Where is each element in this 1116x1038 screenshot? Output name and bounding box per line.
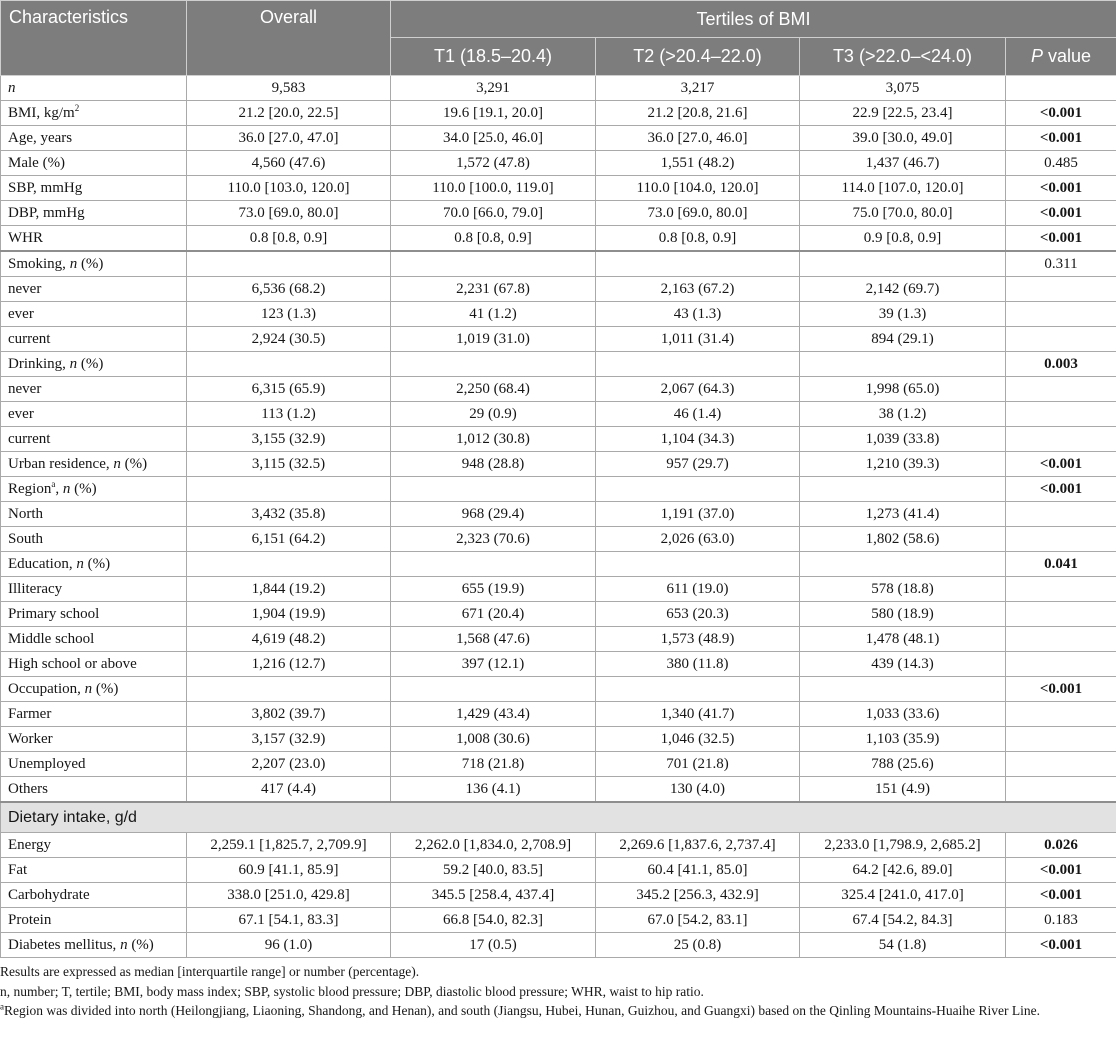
t2-value: 653 (20.3) [596, 602, 800, 627]
t1-value: 110.0 [100.0, 119.0] [391, 176, 596, 201]
p-value [1006, 652, 1116, 677]
header-p-rest: value [1043, 46, 1092, 66]
t1-value: 17 (0.5) [391, 933, 596, 958]
characteristic-label: South [1, 527, 187, 552]
t2-value: 1,551 (48.2) [596, 151, 800, 176]
t2-value: 2,269.6 [1,837.6, 2,737.4] [596, 833, 800, 858]
header-characteristics: Characteristics [1, 1, 187, 76]
t1-value: 671 (20.4) [391, 602, 596, 627]
p-value [1006, 76, 1116, 101]
overall-value: 36.0 [27.0, 47.0] [187, 126, 391, 151]
p-value: <0.001 [1006, 883, 1116, 908]
characteristic-label: DBP, mmHg [1, 201, 187, 226]
p-value: 0.311 [1006, 251, 1116, 277]
p-value [1006, 502, 1116, 527]
label-text: Education, [8, 555, 77, 572]
t3-value [800, 352, 1006, 377]
table-body [1, 76, 1116, 958]
overall-value: 73.0 [69.0, 80.0] [187, 201, 391, 226]
p-value: 0.041 [1006, 552, 1116, 577]
t1-value: 66.8 [54.0, 82.3] [391, 908, 596, 933]
characteristic-label: Age, years [1, 126, 187, 151]
table-footnotes [0, 962, 1112, 1021]
t1-value: 70.0 [66.0, 79.0] [391, 201, 596, 226]
p-value: <0.001 [1006, 176, 1116, 201]
t3-value [800, 677, 1006, 702]
t2-value: 957 (29.7) [596, 452, 800, 477]
t3-value: 67.4 [54.2, 84.3] [800, 908, 1006, 933]
characteristic-label [1, 552, 187, 577]
t1-value: 948 (28.8) [391, 452, 596, 477]
row-smoking-current [1, 327, 1116, 352]
characteristic-label: Male (%) [1, 151, 187, 176]
footnote-results: Results are expressed as median [interquartile range] or number (percentage). [0, 964, 420, 979]
t3-value: 39.0 [30.0, 49.0] [800, 126, 1006, 151]
characteristic-label: Fat [1, 858, 187, 883]
t2-value [596, 352, 800, 377]
t1-value: 29 (0.9) [391, 402, 596, 427]
t2-value: 611 (19.0) [596, 577, 800, 602]
characteristic-label [1, 352, 187, 377]
footnote-region-sup: a [0, 1001, 4, 1012]
footnote-region [0, 1001, 1112, 1021]
characteristic-label: Worker [1, 727, 187, 752]
p-value: 0.003 [1006, 352, 1116, 377]
row-age [1, 126, 1116, 151]
overall-value [187, 477, 391, 502]
characteristic-label: Middle school [1, 627, 187, 652]
row-education [1, 552, 1116, 577]
characteristic-label: never [1, 277, 187, 302]
characteristic-label: Energy [1, 833, 187, 858]
t1-value: 136 (4.1) [391, 777, 596, 803]
row-primary-school [1, 602, 1116, 627]
row-diabetes [1, 933, 1116, 958]
p-value: <0.001 [1006, 126, 1116, 151]
t3-value: 1,437 (46.7) [800, 151, 1006, 176]
t1-value [391, 552, 596, 577]
row-bmi [1, 101, 1116, 126]
header-t1: T1 (18.5–20.4) [391, 38, 596, 76]
t2-value: 2,163 (67.2) [596, 277, 800, 302]
t1-value: 1,568 (47.6) [391, 627, 596, 652]
label-post: (%) [77, 355, 104, 372]
header-tertiles: Tertiles of BMI [391, 1, 1116, 38]
t1-value: 718 (21.8) [391, 752, 596, 777]
t3-value: 114.0 [107.0, 120.0] [800, 176, 1006, 201]
t3-value: 1,103 (35.9) [800, 727, 1006, 752]
label-italic: n [8, 79, 16, 96]
t2-value: 1,573 (48.9) [596, 627, 800, 652]
p-value: 0.183 [1006, 908, 1116, 933]
characteristic-label: current [1, 427, 187, 452]
label-italic: n [76, 555, 84, 572]
t3-value: 788 (25.6) [800, 752, 1006, 777]
t3-value: 1,210 (39.3) [800, 452, 1006, 477]
overall-value: 1,904 (19.9) [187, 602, 391, 627]
footnote-abbreviations: n, number; T, tertile; BMI, body mass index; SBP, systolic blood pressure; DBP, diastolic blood pressure; WHR, waist to hip ratio. [0, 983, 704, 999]
t2-value: 130 (4.0) [596, 777, 800, 803]
row-smoking-ever [1, 302, 1116, 327]
label-text: Drinking, [8, 355, 70, 372]
t3-value: 1,033 (33.6) [800, 702, 1006, 727]
label-italic: n [69, 355, 78, 372]
header-t3: T3 (>22.0–<24.0) [800, 38, 1006, 76]
t2-value: 2,026 (63.0) [596, 527, 800, 552]
t1-value: 968 (29.4) [391, 502, 596, 527]
overall-value: 6,151 (64.2) [187, 527, 391, 552]
t1-value: 1,012 (30.8) [391, 427, 596, 452]
overall-value: 4,619 (48.2) [187, 627, 391, 652]
label-text: Diabetes mellitus, [8, 936, 121, 953]
t1-value [391, 251, 596, 277]
footnote-region-text: Region was divided into north (Heilongjiang, Liaoning, Shandong, and Henan), and south (Jiangsu, Hubei, Hunan, Guizhou, and Guangxi) based on the Qinling Mountains-Huaihe River Line. [4, 1003, 1040, 1018]
row-drinking-current [1, 427, 1116, 452]
t2-value: 43 (1.3) [596, 302, 800, 327]
label-post: (%) [127, 936, 154, 953]
overall-value [187, 677, 391, 702]
characteristic-label [1, 452, 187, 477]
characteristic-label: Others [1, 777, 187, 803]
t2-value: 0.8 [0.8, 0.9] [596, 226, 800, 252]
row-drinking-never [1, 377, 1116, 402]
characteristic-label [1, 933, 187, 958]
label-post: (%) [120, 455, 148, 472]
t1-value [391, 677, 596, 702]
section-dietary-intake [1, 802, 1116, 833]
t1-value: 1,008 (30.6) [391, 727, 596, 752]
row-farmer [1, 702, 1116, 727]
row-urban-residence [1, 452, 1116, 477]
t3-value: 1,802 (58.6) [800, 527, 1006, 552]
t3-value: 39 (1.3) [800, 302, 1006, 327]
label-mid: , [55, 480, 63, 497]
t3-value: 3,075 [800, 76, 1006, 101]
p-value: <0.001 [1006, 226, 1116, 252]
t2-value: 36.0 [27.0, 46.0] [596, 126, 800, 151]
t1-value: 41 (1.2) [391, 302, 596, 327]
row-dbp [1, 201, 1116, 226]
overall-value: 0.8 [0.8, 0.9] [187, 226, 391, 252]
label-post: (%) [77, 255, 104, 272]
t3-value: 1,273 (41.4) [800, 502, 1006, 527]
t2-value: 701 (21.8) [596, 752, 800, 777]
t3-value: 151 (4.9) [800, 777, 1006, 803]
header-overall: Overall [187, 1, 391, 76]
label-text: Region [8, 480, 52, 497]
p-value [1006, 602, 1116, 627]
header-t2: T2 (>20.4–22.0) [596, 38, 800, 76]
section-title: Dietary intake, g/d [1, 802, 1116, 833]
overall-value: 67.1 [54.1, 83.3] [187, 908, 391, 933]
p-value [1006, 777, 1116, 803]
overall-value: 123 (1.3) [187, 302, 391, 327]
t2-value: 3,217 [596, 76, 800, 101]
t3-value: 1,478 (48.1) [800, 627, 1006, 652]
t1-value: 1,429 (43.4) [391, 702, 596, 727]
t3-value: 0.9 [0.8, 0.9] [800, 226, 1006, 252]
table-header [1, 1, 1116, 76]
t3-value [800, 552, 1006, 577]
row-worker [1, 727, 1116, 752]
row-region [1, 477, 1116, 502]
characteristic-label: never [1, 377, 187, 402]
overall-value: 3,432 (35.8) [187, 502, 391, 527]
overall-value: 9,583 [187, 76, 391, 101]
characteristic-label: Primary school [1, 602, 187, 627]
t1-value: 2,231 (67.8) [391, 277, 596, 302]
characteristic-label: North [1, 502, 187, 527]
overall-value: 1,844 (19.2) [187, 577, 391, 602]
p-value: <0.001 [1006, 933, 1116, 958]
label-italic: n [120, 936, 128, 953]
t2-value: 46 (1.4) [596, 402, 800, 427]
t3-value: 64.2 [42.6, 89.0] [800, 858, 1006, 883]
overall-value: 3,115 (32.5) [187, 452, 391, 477]
p-value: <0.001 [1006, 858, 1116, 883]
t3-value: 54 (1.8) [800, 933, 1006, 958]
label-italic: n [69, 255, 78, 272]
overall-value: 338.0 [251.0, 429.8] [187, 883, 391, 908]
t1-value: 2,262.0 [1,834.0, 2,708.9] [391, 833, 596, 858]
label-sup: a [51, 478, 56, 489]
row-unemployed [1, 752, 1116, 777]
p-value: 0.485 [1006, 151, 1116, 176]
row-middle-school [1, 627, 1116, 652]
overall-value [187, 251, 391, 277]
label-italic: n [62, 480, 71, 497]
header-row-1 [1, 1, 1116, 38]
row-region-south [1, 527, 1116, 552]
characteristic-label: High school or above [1, 652, 187, 677]
overall-value: 3,155 (32.9) [187, 427, 391, 452]
p-value: 0.026 [1006, 833, 1116, 858]
t2-value: 73.0 [69.0, 80.0] [596, 201, 800, 226]
t2-value: 2,067 (64.3) [596, 377, 800, 402]
p-value [1006, 402, 1116, 427]
t2-value: 1,011 (31.4) [596, 327, 800, 352]
row-others [1, 777, 1116, 803]
row-smoking-never [1, 277, 1116, 302]
row-male [1, 151, 1116, 176]
label-post: (%) [83, 555, 111, 572]
t2-value: 380 (11.8) [596, 652, 800, 677]
t1-value: 397 (12.1) [391, 652, 596, 677]
t1-value: 2,250 (68.4) [391, 377, 596, 402]
p-value: <0.001 [1006, 201, 1116, 226]
characteristic-label: current [1, 327, 187, 352]
header-p-value [1006, 38, 1116, 76]
t2-value: 25 (0.8) [596, 933, 800, 958]
characteristic-label [1, 251, 187, 277]
t3-value [800, 477, 1006, 502]
characteristic-label [1, 677, 187, 702]
characteristic-label [1, 76, 187, 101]
characteristic-label: ever [1, 302, 187, 327]
characteristic-label: Protein [1, 908, 187, 933]
overall-value: 1,216 (12.7) [187, 652, 391, 677]
row-fat [1, 858, 1116, 883]
characteristic-label: SBP, mmHg [1, 176, 187, 201]
label-post: (%) [70, 480, 97, 497]
characteristic-label: Unemployed [1, 752, 187, 777]
characteristic-label [1, 101, 187, 126]
t1-value: 34.0 [25.0, 46.0] [391, 126, 596, 151]
t2-value: 110.0 [104.0, 120.0] [596, 176, 800, 201]
t1-value [391, 477, 596, 502]
t1-value: 59.2 [40.0, 83.5] [391, 858, 596, 883]
t2-value [596, 251, 800, 277]
row-energy [1, 833, 1116, 858]
row-whr [1, 226, 1116, 252]
p-value: <0.001 [1006, 452, 1116, 477]
p-value [1006, 727, 1116, 752]
label-text: Urban residence, [8, 455, 114, 472]
t3-value: 2,233.0 [1,798.9, 2,685.2] [800, 833, 1006, 858]
overall-value: 2,259.1 [1,825.7, 2,709.9] [187, 833, 391, 858]
p-value: <0.001 [1006, 477, 1116, 502]
label-italic: n [84, 680, 93, 697]
characteristic-label: ever [1, 402, 187, 427]
label-text: Smoking, [8, 255, 70, 272]
t3-value: 2,142 (69.7) [800, 277, 1006, 302]
t3-value: 894 (29.1) [800, 327, 1006, 352]
characteristic-label [1, 477, 187, 502]
row-smoking [1, 251, 1116, 277]
label-italic: n [113, 455, 121, 472]
t1-value [391, 352, 596, 377]
p-value [1006, 377, 1116, 402]
t3-value: 22.9 [22.5, 23.4] [800, 101, 1006, 126]
t1-value: 3,291 [391, 76, 596, 101]
t3-value [800, 251, 1006, 277]
header-p-italic: P [1030, 46, 1043, 66]
overall-value: 2,924 (30.5) [187, 327, 391, 352]
overall-value: 6,536 (68.2) [187, 277, 391, 302]
t2-value: 1,340 (41.7) [596, 702, 800, 727]
label-text: Occupation, [8, 680, 85, 697]
p-value [1006, 302, 1116, 327]
t3-value: 1,998 (65.0) [800, 377, 1006, 402]
label-post: (%) [92, 680, 119, 697]
p-value [1006, 427, 1116, 452]
t1-value: 2,323 (70.6) [391, 527, 596, 552]
overall-value: 3,802 (39.7) [187, 702, 391, 727]
row-drinking [1, 352, 1116, 377]
overall-value: 96 (1.0) [187, 933, 391, 958]
t3-value: 439 (14.3) [800, 652, 1006, 677]
p-value [1006, 627, 1116, 652]
t2-value [596, 552, 800, 577]
p-value [1006, 277, 1116, 302]
row-region-north [1, 502, 1116, 527]
overall-value: 113 (1.2) [187, 402, 391, 427]
t3-value: 1,039 (33.8) [800, 427, 1006, 452]
t2-value: 67.0 [54.2, 83.1] [596, 908, 800, 933]
row-n [1, 76, 1116, 101]
characteristic-label: Carbohydrate [1, 883, 187, 908]
t1-value: 19.6 [19.1, 20.0] [391, 101, 596, 126]
t3-value: 578 (18.8) [800, 577, 1006, 602]
characteristic-label: Farmer [1, 702, 187, 727]
t2-value: 60.4 [41.1, 85.0] [596, 858, 800, 883]
t1-value: 655 (19.9) [391, 577, 596, 602]
p-value [1006, 327, 1116, 352]
row-sbp [1, 176, 1116, 201]
overall-value: 3,157 (32.9) [187, 727, 391, 752]
p-value [1006, 577, 1116, 602]
t2-value [596, 677, 800, 702]
row-illiteracy [1, 577, 1116, 602]
p-value: <0.001 [1006, 101, 1116, 126]
p-value: <0.001 [1006, 677, 1116, 702]
t2-value: 1,191 (37.0) [596, 502, 800, 527]
row-occupation [1, 677, 1116, 702]
overall-value [187, 352, 391, 377]
t2-value: 21.2 [20.8, 21.6] [596, 101, 800, 126]
overall-value: 21.2 [20.0, 22.5] [187, 101, 391, 126]
overall-value: 6,315 (65.9) [187, 377, 391, 402]
t2-value: 1,046 (32.5) [596, 727, 800, 752]
t2-value: 1,104 (34.3) [596, 427, 800, 452]
p-value [1006, 752, 1116, 777]
t1-value: 0.8 [0.8, 0.9] [391, 226, 596, 252]
p-value [1006, 702, 1116, 727]
overall-value [187, 552, 391, 577]
t1-value: 1,019 (31.0) [391, 327, 596, 352]
label-text: BMI, kg/m [8, 104, 75, 121]
t2-value [596, 477, 800, 502]
overall-value: 110.0 [103.0, 120.0] [187, 176, 391, 201]
t3-value: 38 (1.2) [800, 402, 1006, 427]
overall-value: 60.9 [41.1, 85.9] [187, 858, 391, 883]
t2-value: 345.2 [256.3, 432.9] [596, 883, 800, 908]
overall-value: 4,560 (47.6) [187, 151, 391, 176]
row-high-school [1, 652, 1116, 677]
row-carbohydrate [1, 883, 1116, 908]
t3-value: 325.4 [241.0, 417.0] [800, 883, 1006, 908]
row-protein [1, 908, 1116, 933]
t3-value: 75.0 [70.0, 80.0] [800, 201, 1006, 226]
characteristic-label: Illiteracy [1, 577, 187, 602]
row-drinking-ever [1, 402, 1116, 427]
t1-value: 345.5 [258.4, 437.4] [391, 883, 596, 908]
characteristic-label: WHR [1, 226, 187, 252]
label-sup: 2 [74, 102, 80, 113]
p-value [1006, 527, 1116, 552]
overall-value: 417 (4.4) [187, 777, 391, 803]
t3-value: 580 (18.9) [800, 602, 1006, 627]
t1-value: 1,572 (47.8) [391, 151, 596, 176]
overall-value: 2,207 (23.0) [187, 752, 391, 777]
